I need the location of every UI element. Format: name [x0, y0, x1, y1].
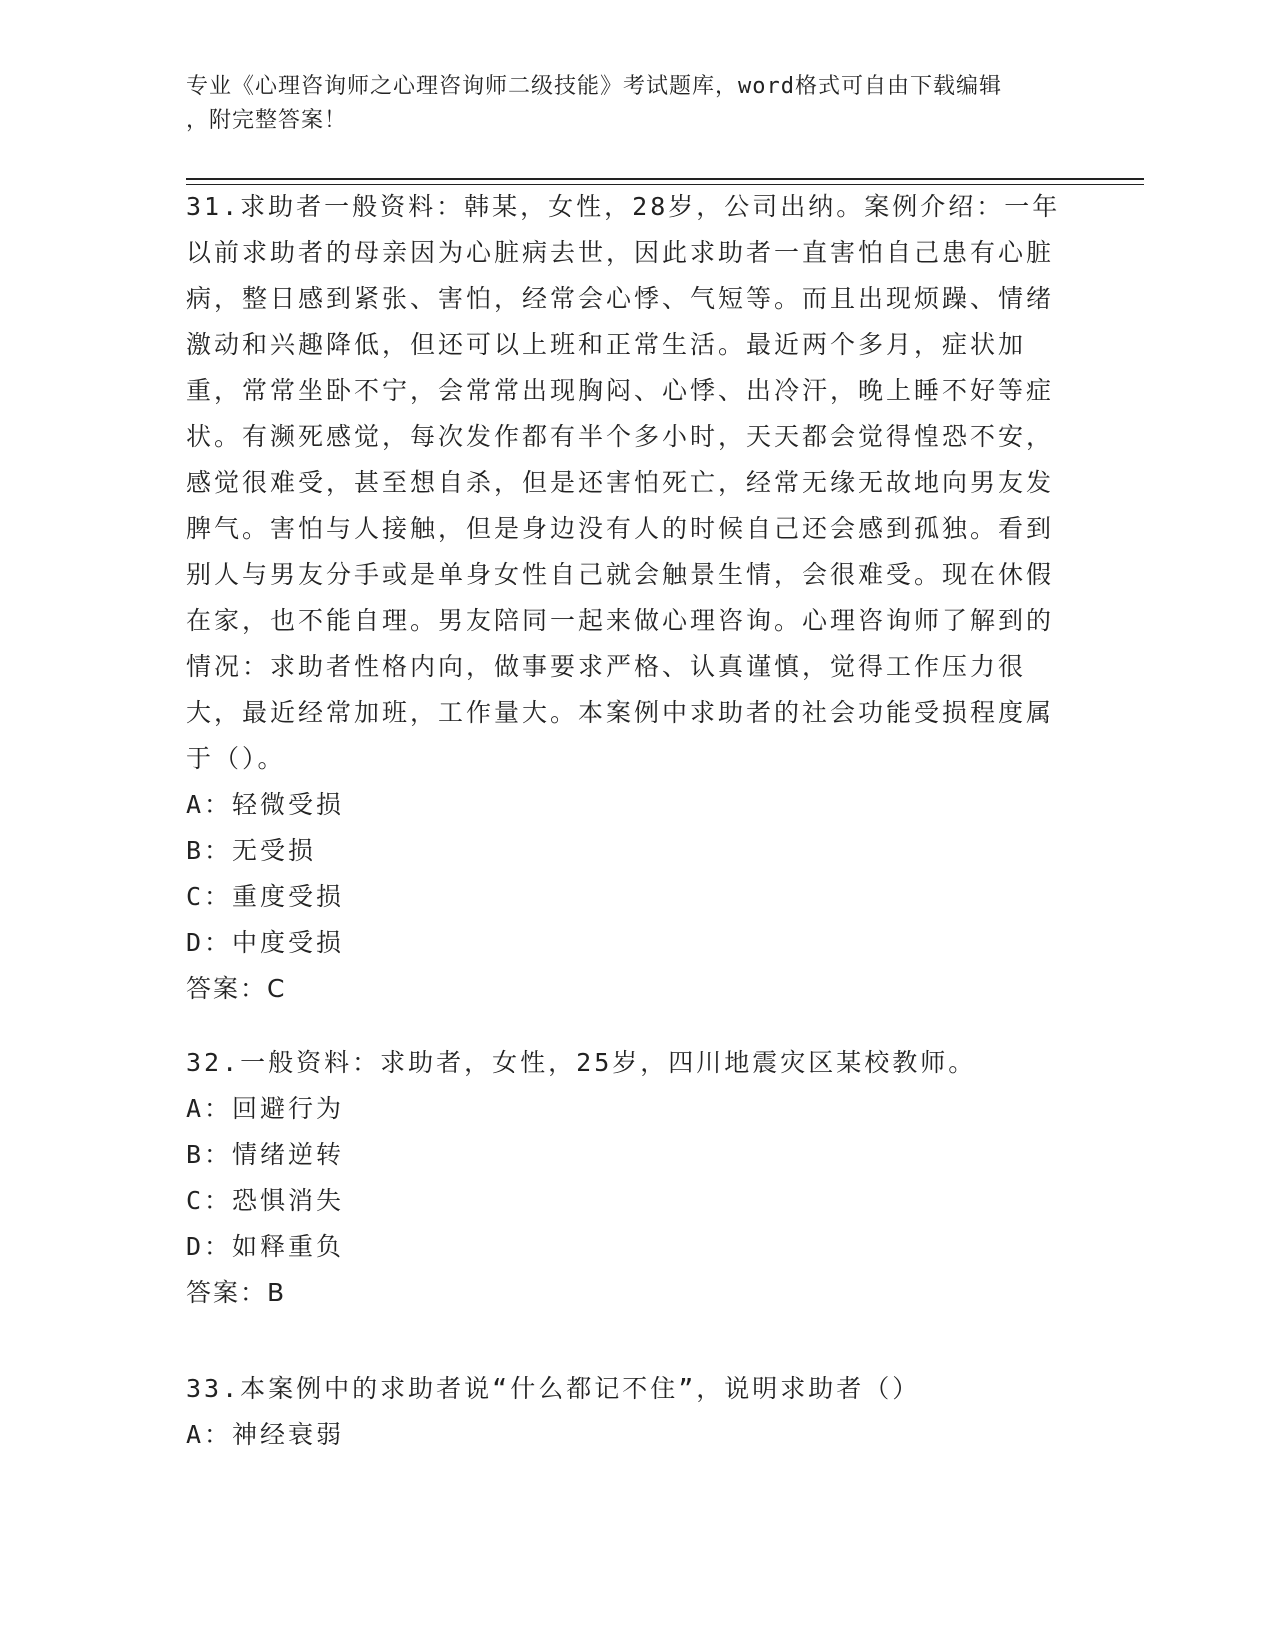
option-d: D：如释重负: [186, 1232, 345, 1261]
option-b: B：情绪逆转: [186, 1140, 345, 1169]
question-32: [186, 1040, 1076, 1316]
question-stem: 32.一般资料：求助者，女性，25岁，四川地震灾区某校教师。: [186, 1048, 977, 1077]
document-header: [186, 70, 1066, 138]
header-line-2: ，附完整答案！: [186, 108, 348, 133]
answer-label: 答案：C: [186, 974, 287, 1003]
option-d: D：中度受损: [186, 928, 345, 957]
option-a: A：回避行为: [186, 1094, 345, 1123]
question-31: [186, 184, 1076, 1012]
header-line-1: 专业《心理咨询师之心理咨询师二级技能》考试题库，word格式可自由下载编辑: [186, 74, 1002, 99]
header-divider-thick: [186, 178, 1144, 180]
option-a: A：轻微受损: [186, 790, 345, 819]
option-a: A：神经衰弱: [186, 1420, 345, 1449]
option-b: B：无受损: [186, 836, 317, 865]
option-c: C：重度受损: [186, 882, 345, 911]
answer-label: 答案：B: [186, 1278, 287, 1307]
question-33: [186, 1366, 1076, 1458]
question-stem: 31.求助者一般资料：韩某，女性，28岁，公司出纳。案例介绍：一年以前求助者的母亲因为心脏病去世，因此求助者一直害怕自己患有心脏病，整日感到紧张、害怕，经常会心悸、气短等。而且出现烦躁、情绪激动和兴趣降低，但还可以上班和正常生活。最近两个多月，症状加重，常常坐卧不宁，会常常出现胸闷、心悸、出冷汗，晚上睡不好等症状。有濒死感觉，每次发作都有半个多小时，天天都会觉得惶恐不安，感觉很难受，甚至想自杀，但是还害怕死亡，经常无缘无故地向男友发脾气。害怕与人接触，但是身边没有人的时候自己还会感到孤独。看到别人与男友分手或是单身女性自己就会触景生情，会很难受。现在休假在家，也不能自理。男友陪同一起来做心理咨询。心理咨询师了解到的情况：求助者性格内向，做事要求严格、认真谨慎，觉得工作压力很大，最近经常加班，工作量大。本案例中求助者的社会功能受损程度属于（）。: [186, 192, 1061, 773]
option-c: C：恐惧消失: [186, 1186, 345, 1215]
question-stem: 33.本案例中的求助者说“什么都记不住”，说明求助者（）: [186, 1374, 921, 1403]
